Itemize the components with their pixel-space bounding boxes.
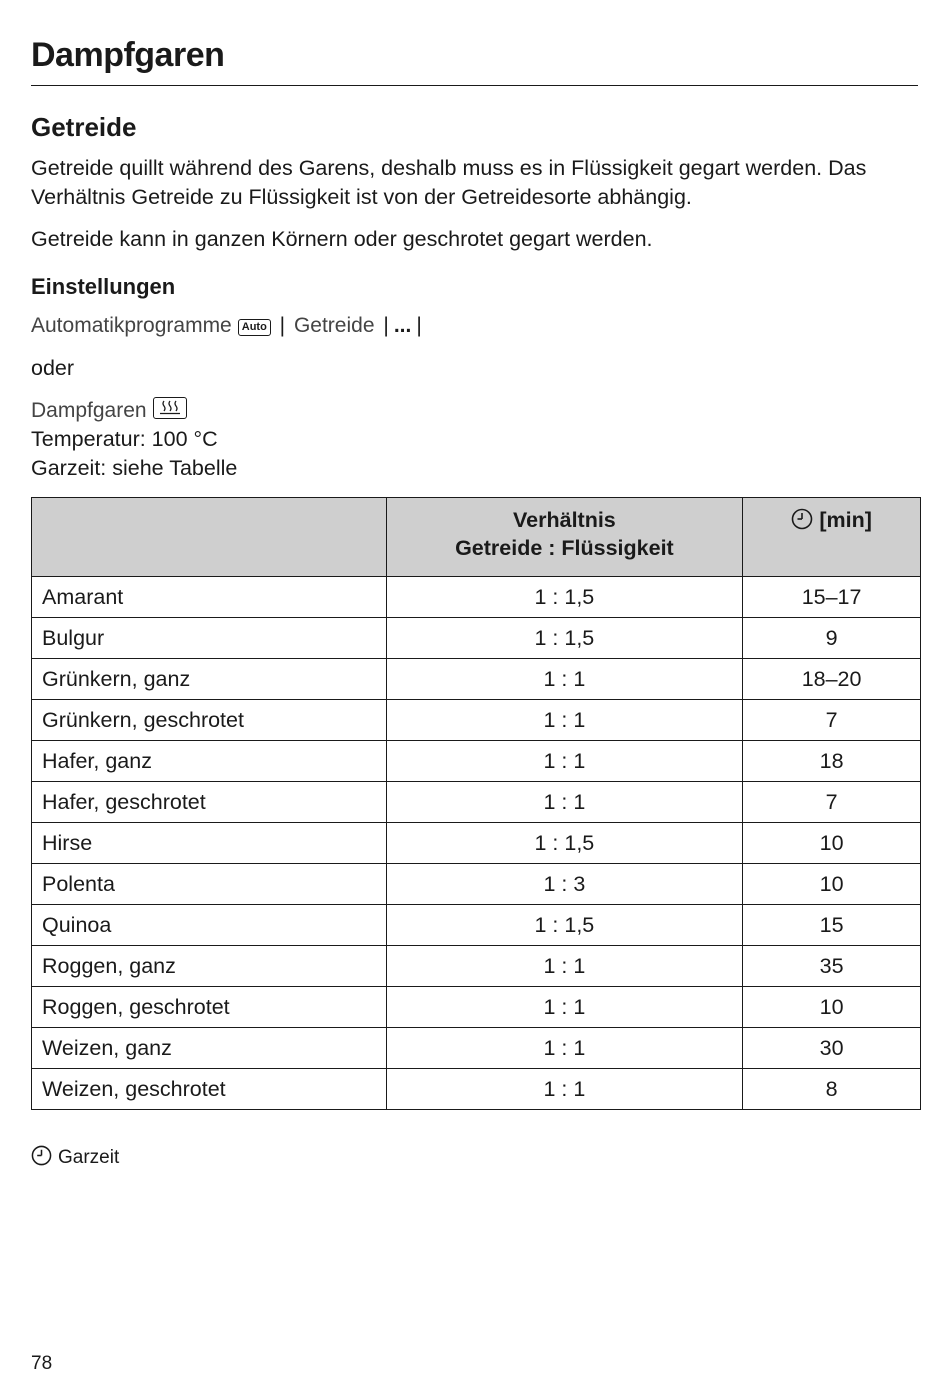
cooking-time-text: Garzeit: siehe Tabelle bbox=[31, 456, 238, 480]
grain-name-cell: Bulgur bbox=[32, 618, 387, 659]
ratio-cell: 1 : 1 bbox=[386, 782, 743, 823]
grain-name-cell: Hafer, geschrotet bbox=[32, 782, 387, 823]
header-time-unit: [min] bbox=[819, 508, 872, 532]
time-cell: 18–20 bbox=[743, 659, 921, 700]
grain-name-cell: Hirse bbox=[32, 823, 387, 864]
grain-name-cell: Weizen, ganz bbox=[32, 1028, 387, 1069]
mode-line bbox=[31, 397, 187, 423]
table-row bbox=[32, 946, 921, 987]
time-cell: 7 bbox=[743, 700, 921, 741]
ratio-cell: 1 : 3 bbox=[386, 864, 743, 905]
menu-more: ... bbox=[393, 314, 412, 337]
grain-name-cell: Amarant bbox=[32, 577, 387, 618]
ratio-cell: 1 : 1 bbox=[386, 987, 743, 1028]
time-cell: 10 bbox=[743, 864, 921, 905]
table-row bbox=[32, 1028, 921, 1069]
grain-name-cell: Grünkern, ganz bbox=[32, 659, 387, 700]
mode-label: Dampfgaren bbox=[31, 399, 147, 422]
ratio-cell: 1 : 1 bbox=[386, 946, 743, 987]
table-row bbox=[32, 782, 921, 823]
legend-text: Garzeit bbox=[58, 1147, 120, 1168]
time-cell: 10 bbox=[743, 987, 921, 1028]
ratio-cell: 1 : 1,5 bbox=[386, 618, 743, 659]
or-text: oder bbox=[31, 356, 75, 380]
table-row bbox=[32, 1069, 921, 1110]
header-ratio-line1: Verhältnis bbox=[513, 508, 616, 532]
ratio-cell: 1 : 1,5 bbox=[386, 905, 743, 946]
clock-icon bbox=[791, 508, 813, 537]
settings-heading: Einstellungen bbox=[31, 274, 176, 299]
table-row bbox=[32, 987, 921, 1028]
grain-name-cell: Roggen, ganz bbox=[32, 946, 387, 987]
ratio-cell: 1 : 1 bbox=[386, 741, 743, 782]
auto-icon: Auto bbox=[238, 319, 271, 336]
table-row bbox=[32, 823, 921, 864]
clock-icon bbox=[31, 1145, 52, 1172]
time-cell: 35 bbox=[743, 946, 921, 987]
temperature-text: Temperatur: 100 °C bbox=[31, 427, 218, 451]
chapter-title: Dampfgaren bbox=[31, 36, 225, 74]
table-row bbox=[32, 577, 921, 618]
steam-icon bbox=[153, 397, 187, 419]
header-ratio-line2: Getreide : Flüssigkeit bbox=[455, 536, 674, 560]
table-row bbox=[32, 864, 921, 905]
menu-item-label: Getreide bbox=[293, 314, 375, 337]
table-row bbox=[32, 700, 921, 741]
section-title: Getreide bbox=[31, 112, 137, 142]
header-ratio bbox=[386, 498, 743, 577]
ratio-cell: 1 : 1,5 bbox=[386, 577, 743, 618]
chapter-divider bbox=[31, 85, 918, 86]
table-row bbox=[32, 618, 921, 659]
grain-name-cell: Roggen, geschrotet bbox=[32, 987, 387, 1028]
grain-name-cell: Weizen, geschrotet bbox=[32, 1069, 387, 1110]
grain-form-paragraph: Getreide kann in ganzen Körnern oder geschrotet gegart werden. bbox=[31, 227, 653, 251]
grain-name-cell: Polenta bbox=[32, 864, 387, 905]
table-row bbox=[32, 905, 921, 946]
grain-table bbox=[31, 497, 921, 1110]
grain-name-cell: Hafer, ganz bbox=[32, 741, 387, 782]
ratio-cell: 1 : 1 bbox=[386, 659, 743, 700]
time-cell: 15–17 bbox=[743, 577, 921, 618]
grain-name-cell: Grünkern, geschrotet bbox=[32, 700, 387, 741]
menu-path bbox=[31, 312, 425, 340]
ratio-cell: 1 : 1 bbox=[386, 700, 743, 741]
time-cell: 30 bbox=[743, 1028, 921, 1069]
time-cell: 7 bbox=[743, 782, 921, 823]
grain-name-cell: Quinoa bbox=[32, 905, 387, 946]
table-row bbox=[32, 659, 921, 700]
header-time bbox=[743, 498, 921, 577]
intro-paragraph: Getreide quillt während des Garens, deshalb muss es in Flüssigkeit gegart werden. Das Verhältnis Getreide zu Flüssigkeit ist von der Getreidesorte abhängig. bbox=[31, 156, 867, 209]
menu-separator: | bbox=[279, 314, 286, 337]
menu-program-label: Automatikprogramme bbox=[31, 314, 232, 337]
table-row bbox=[32, 741, 921, 782]
time-cell: 18 bbox=[743, 741, 921, 782]
time-cell: 9 bbox=[743, 618, 921, 659]
header-grain bbox=[32, 498, 387, 577]
time-cell: 15 bbox=[743, 905, 921, 946]
menu-separator: | bbox=[383, 314, 389, 337]
ratio-cell: 1 : 1 bbox=[386, 1028, 743, 1069]
ratio-cell: 1 : 1 bbox=[386, 1069, 743, 1110]
legend bbox=[31, 1145, 119, 1172]
time-cell: 8 bbox=[743, 1069, 921, 1110]
page-number: 78 bbox=[31, 1353, 53, 1374]
time-cell: 10 bbox=[743, 823, 921, 864]
ratio-cell: 1 : 1,5 bbox=[386, 823, 743, 864]
table-header-row bbox=[32, 498, 921, 577]
menu-separator: | bbox=[416, 314, 422, 337]
